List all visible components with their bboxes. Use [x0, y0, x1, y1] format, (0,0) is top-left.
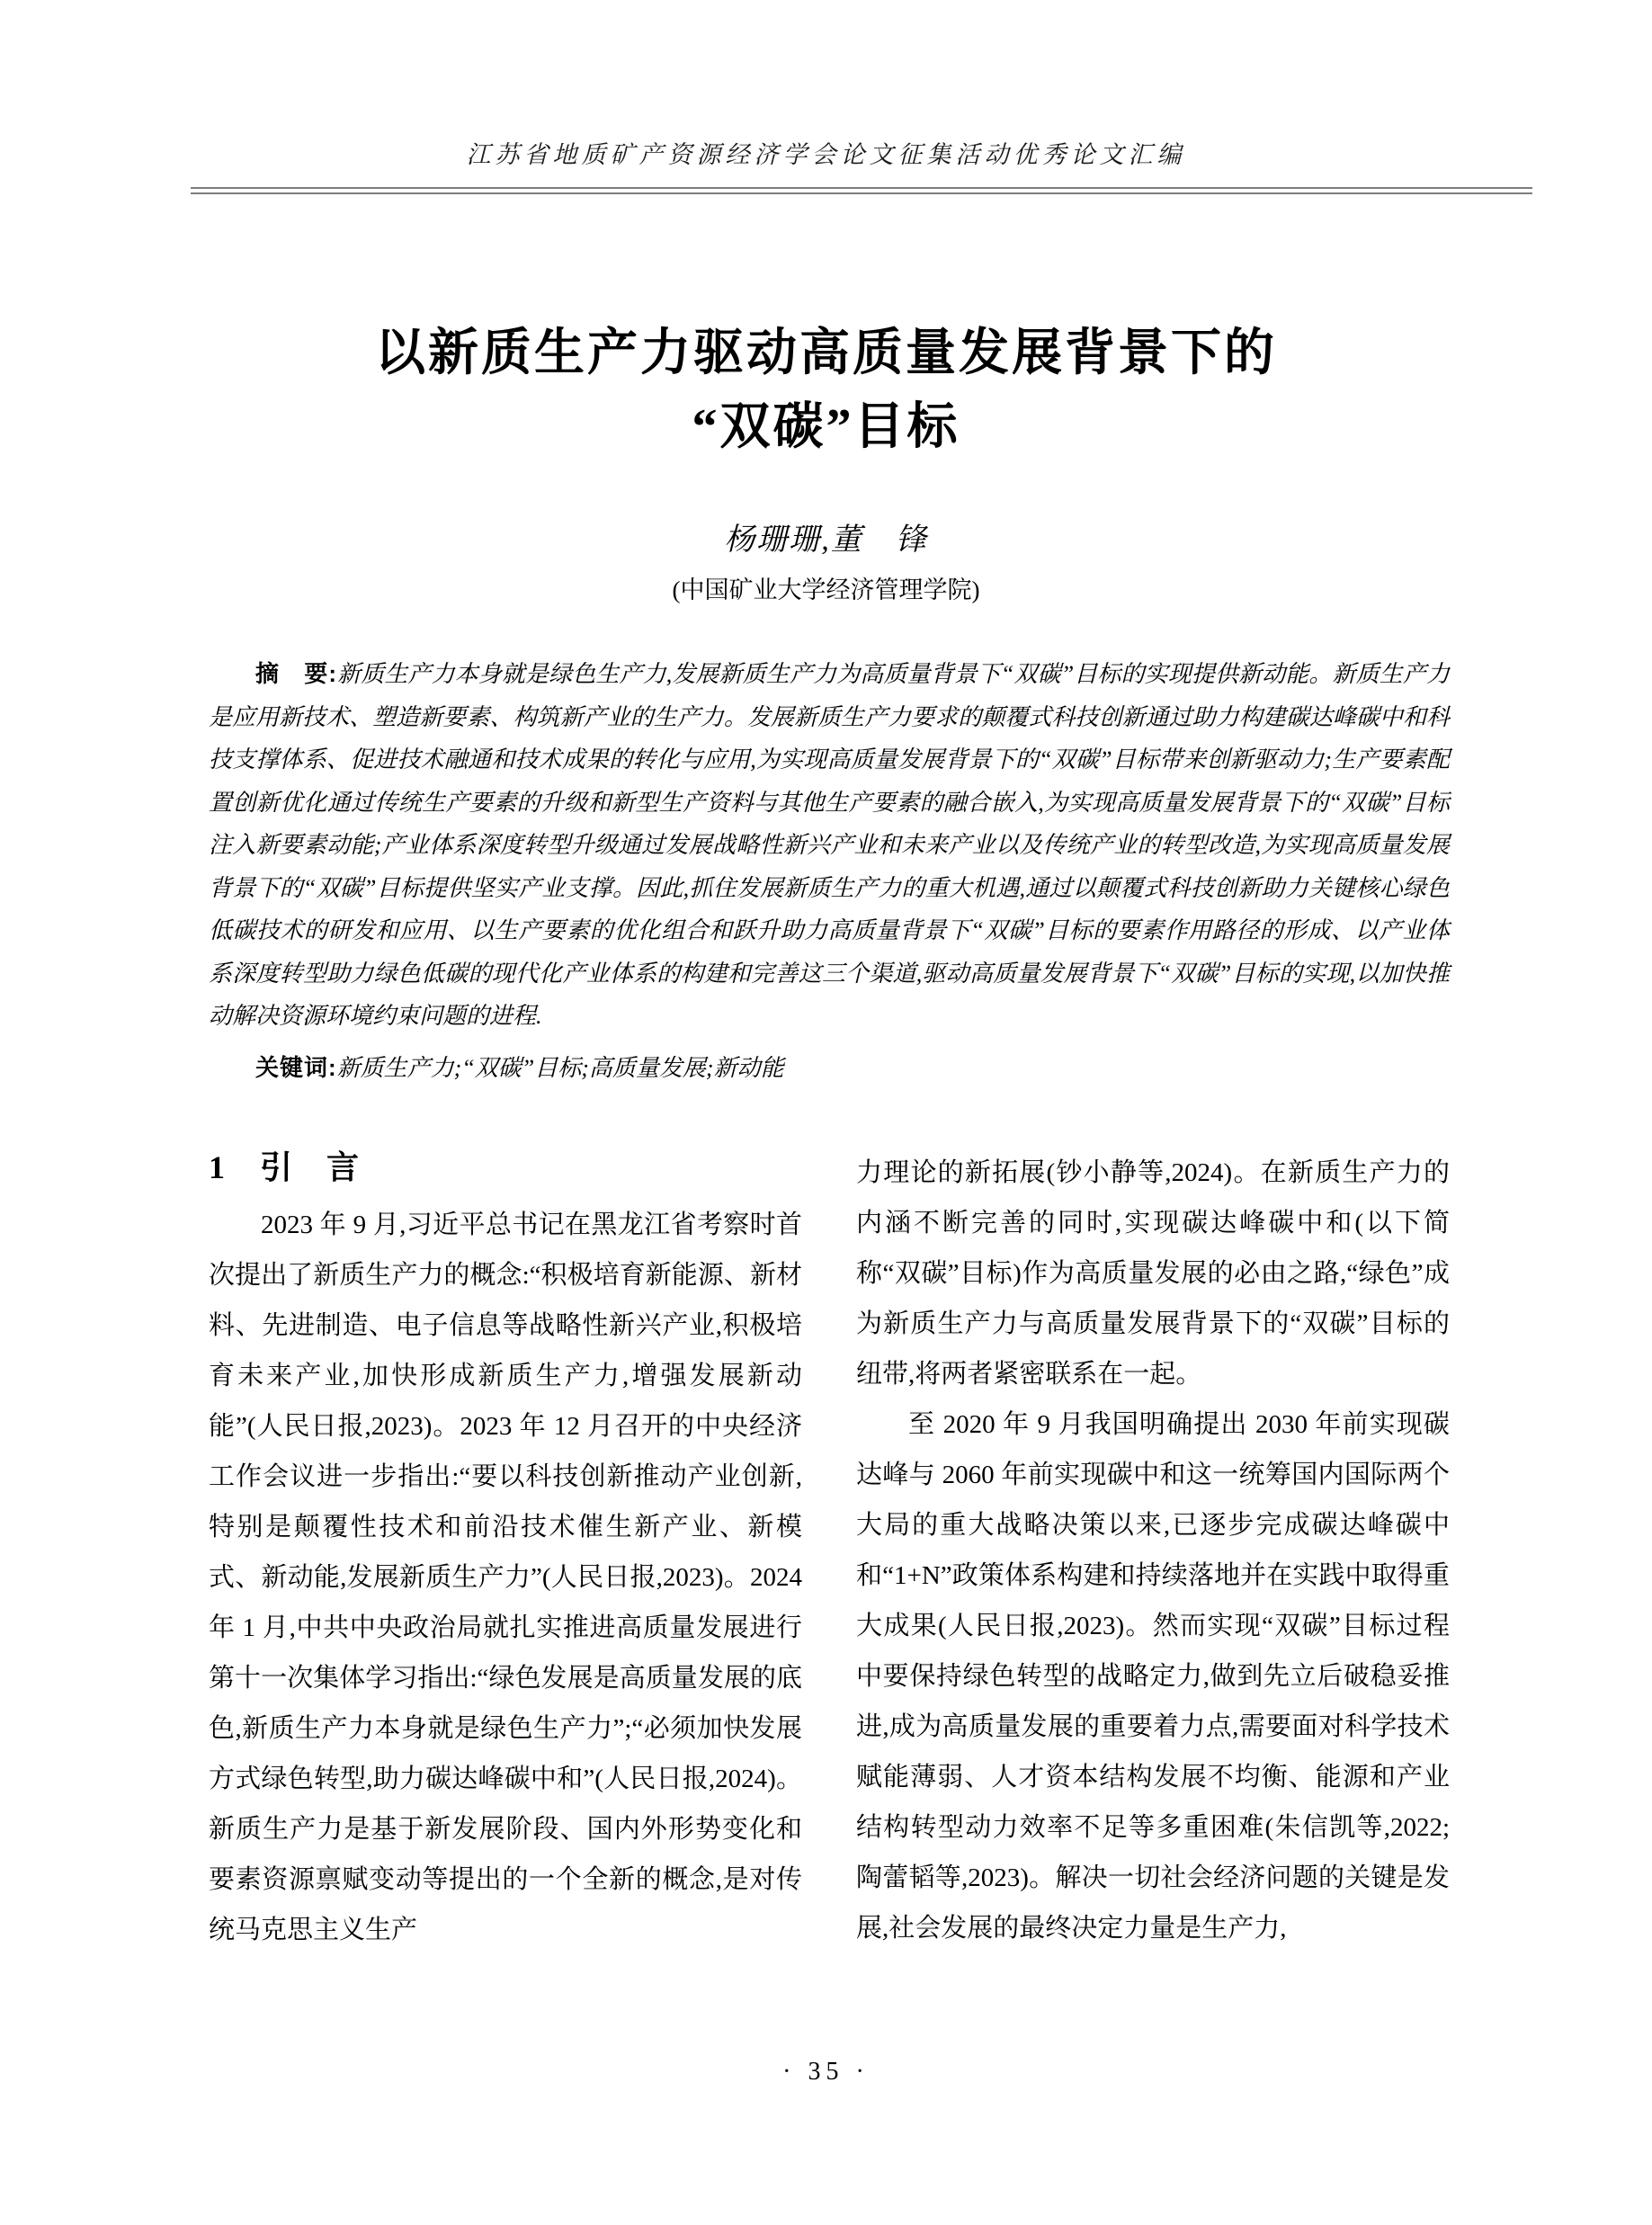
body-paragraph-left: 2023 年 9 月,习近平总书记在黑龙江省考察时首次提出了新质生产力的概念:“积极培育新能源、新材料、先进制造、电子信息等战略性新兴产业,积极培育未来产业,加快形成新质生产力,增强发展新动能”(人民日报,2023)。2023 年 12 月召开的中央经济工作会议进一步指出:“要以科技创新推动产业创新,特别是颠覆性技术和前沿技术催生新产业、新模式、新动能,发展新质生产力”(人民日报,2023)。2024 年 1 月,中共中央政治局就扎实推进高质量发展进行第十一次集体学习指出:“绿色发展是高质量发展的底色,新质生产力本身就是绿色生产力”;“必须加快发展方式绿色转型,助力碳达峰碳中和”(人民日报,2024)。新质生产力是基于新发展阶段、国内外形势变化和要素资源禀赋变动等提出的一个全新的概念,是对传统马克思主义生产	[209, 1211, 802, 1944]
article-title-line2: “双碳”目标	[692, 399, 960, 455]
running-head: 江苏省地质矿产资源经济学会论文征集活动优秀论文汇编	[466, 141, 1186, 168]
page-number: · 35 ·	[782, 2058, 870, 2086]
abstract-label: 摘 要:	[255, 660, 337, 687]
article-title	[0, 317, 1652, 464]
keywords-line	[209, 1047, 1450, 1090]
affiliation: (中国矿业大学经济管理学院)	[672, 576, 980, 603]
abstract-text: 新质生产力本身就是绿色生产力,发展新质生产力为高质量背景下“双碳”目标的实现提供新动能。新质生产力是应用新技术、塑造新要素、构筑新产业的生产力。发展新质生产力要求的颠覆式科技创新通过助力构建碳达峰碳中和科技支撑体系、促进技术融通和技术成果的转化与应用,为实现高质量发展背景下的“双碳”目标带来创新驱动力;生产要素配置创新优化通过传统生产要素的升级和新型生产资料与其他生产要素的融合嵌入,为实现高质量发展背景下的“双碳”目标注入新要素动能;产业体系深度转型升级通过发展战略性新兴产业和未来产业以及传统产业的转型改造,为实现高质量发展背景下的“双碳”目标提供坚实产业支撑。因此,抓住发展新质生产力的重大机遇,通过以颠覆式科技创新助力关键核心绿色低碳技术的研发和应用、以生产要素的优化组合和跃升助力高质量背景下“双碳”目标的要素作用路径的形成、以产业体系深度转型助力绿色低碳的现代化产业体系的构建和完善这三个渠道,驱动高质量发展背景下“双碳”目标的实现,以加快推动解决资源环境约束问题的进程.	[209, 661, 1450, 1029]
section-1-heading	[209, 1148, 802, 1187]
authors: 杨珊珊,董 锋	[724, 523, 928, 557]
body-column-left	[209, 1148, 802, 1955]
body-paragraph-right-1: 力理论的新拓展(钞小静等,2024)。在新质生产力的内涵不断完善的同时,实现碳达峰碳中和(以下简称“双碳”目标)作为高质量发展的必由之路,“绿色”成为新质生产力与高质量发展背景下的“双碳”目标的纽带,将两者紧密联系在一起。	[856, 1158, 1450, 1389]
body-column-right	[856, 1148, 1450, 1953]
article-title-line1: 以新质生产力驱动高质量发展背景下的	[375, 326, 1277, 381]
keywords-label: 关键词:	[255, 1054, 337, 1081]
section-1-title: 引 言	[260, 1149, 361, 1185]
abstract-paragraph	[209, 653, 1450, 1038]
header-double-rule	[191, 187, 1532, 194]
section-1-number: 1	[209, 1149, 226, 1185]
body-paragraph-right-2: 至 2020 年 9 月我国明确提出 2030 年前实现碳达峰与 2060 年前实现碳中和这一统筹国内国际两个大局的重大战略决策以来,已逐步完成碳达峰碳中和“1+N”政策体系构建和持续落地并在实践中取得重大成果(人民日报,2023)。然而实现“双碳”目标过程中要保持绿色转型的战略定力,做到先立后破稳妥推进,成为高质量发展的重要着力点,需要面对科学技术赋能薄弱、人才资本结构发展不均衡、能源和产业结构转型动力效率不足等多重困难(朱信凯等,2022;陶蕾韬等,2023)。解决一切社会经济问题的关键是发展,社会发展的最终决定力量是生产力,	[856, 1410, 1450, 1943]
keywords-text: 新质生产力;“双碳”目标;高质量发展;新动能	[336, 1055, 784, 1081]
